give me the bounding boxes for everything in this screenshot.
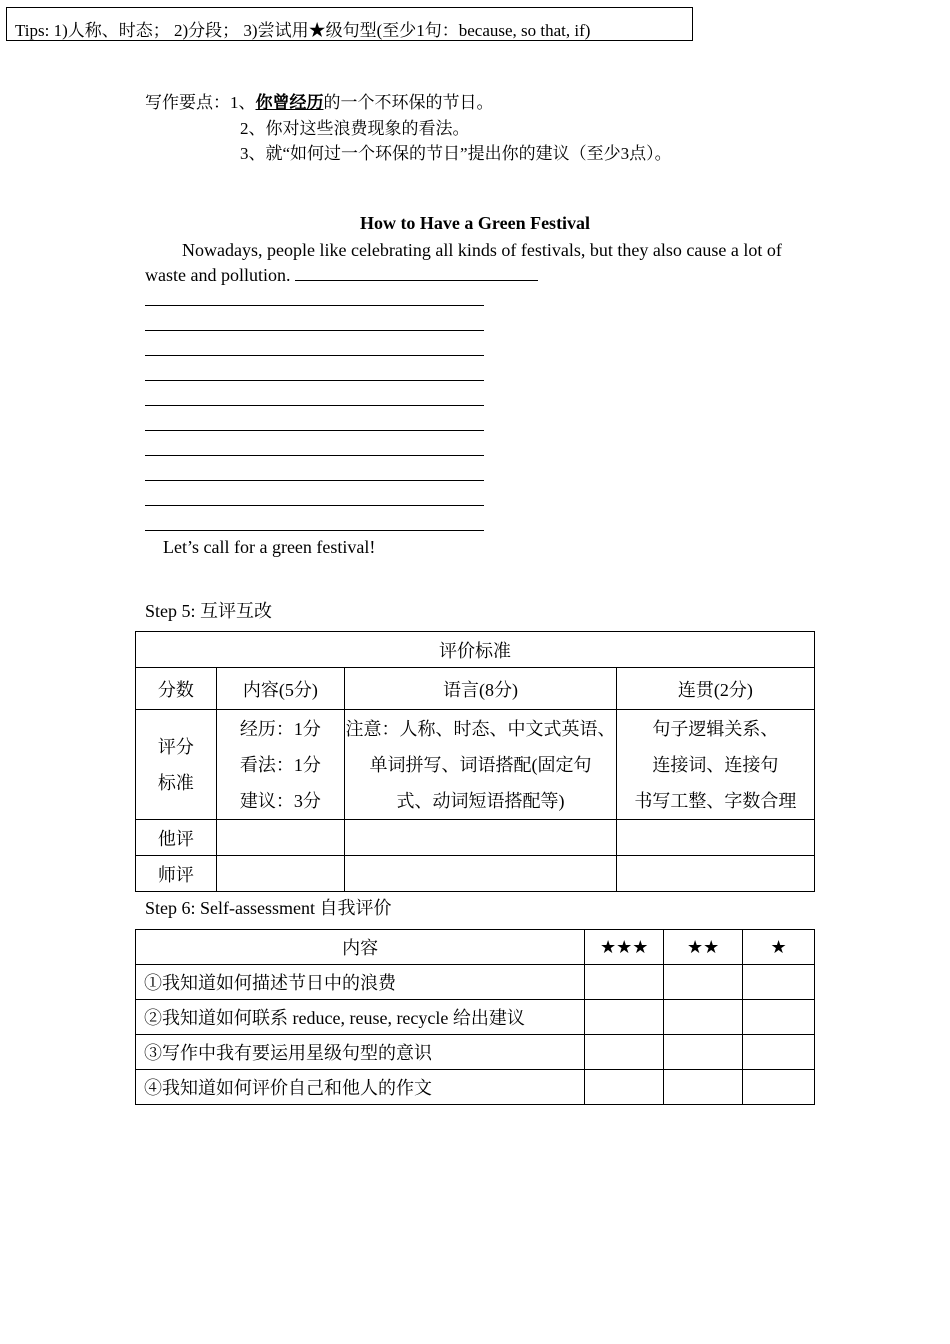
self-item: ④我知道如何评价自己和他人的作文 [136,1070,585,1105]
requirement-1 [145,88,494,113]
essay-opening-paragraph [145,238,810,288]
self-header-three-stars: ★★★ [585,930,664,965]
writing-line[interactable] [145,305,484,306]
language-criteria-line: 单词拼写、词语搭配(固定句 [369,754,592,775]
criteria-label-line: 标准 [157,772,194,793]
self-item: ②我知道如何联系 reduce, reuse, recycle 给出建议 [136,1000,585,1035]
eval-content-criteria [216,710,345,820]
writing-line[interactable] [145,405,484,406]
self-rating-cell[interactable] [664,965,743,1000]
eval-row-teacher-label: 师评 [136,856,217,892]
self-rating-cell[interactable] [743,1035,815,1070]
self-rating-cell[interactable] [743,1070,815,1105]
requirement-1-emphasis: 你曾经历 [255,93,324,112]
content-criteria-line: 建议：3分 [239,790,321,811]
eval-row-peer-label: 他评 [136,820,217,856]
eval-peer-coherence-cell[interactable] [616,820,814,856]
content-criteria-line: 看法：1分 [239,754,321,775]
writing-line[interactable] [145,455,484,456]
essay-closing: Let’s call for a green festival! [163,537,376,557]
eval-peer-content-cell[interactable] [216,820,345,856]
requirement-2: 2、你对这些浪费现象的看法。 [240,119,470,138]
self-rating-cell[interactable] [664,1035,743,1070]
self-rating-cell[interactable] [743,965,815,1000]
self-rating-cell[interactable] [585,965,664,1000]
essay-title: How to Have a Green Festival [359,213,591,233]
language-criteria-line: 注意：人称、时态、中文式英语、 [345,718,616,739]
eval-header-score: 分数 [136,668,217,710]
self-item: ①我知道如何描述节日中的浪费 [136,965,585,1000]
criteria-label-line: 评分 [157,736,194,757]
eval-header-language: 语言(8分) [345,668,617,710]
self-header-two-stars: ★★ [664,930,743,965]
eval-peer-language-cell[interactable] [345,820,617,856]
eval-teacher-language-cell[interactable] [345,856,617,892]
coherence-criteria-line: 连接词、连接句 [652,754,779,775]
eval-teacher-coherence-cell[interactable] [616,856,814,892]
requirement-1-text: 的一个不环保的节日。 [323,93,494,112]
self-rating-cell[interactable] [585,1035,664,1070]
writing-line[interactable] [145,505,484,506]
self-header-content: 内容 [136,930,585,965]
content-criteria-line: 经历：1分 [239,718,321,739]
self-item: ③写作中我有要运用星级句型的意识 [136,1035,585,1070]
eval-header-coherence: 连贯(2分) [616,668,814,710]
eval-criteria-label [136,710,217,820]
eval-table-title: 评价标准 [136,632,815,668]
tips-box [6,7,693,41]
self-rating-cell[interactable] [585,1070,664,1105]
essay-opening-text: Nowadays, people like celebrating all kinds of festivals, but they also cause a lot of waste and pollution. [145,240,782,285]
eval-coherence-criteria [616,710,814,820]
self-header-one-star: ★ [743,930,815,965]
requirement-1-number: 1、 [230,93,256,112]
tips-text: Tips: 1)人称、时态； 2)分段； 3)尝试用★级句型(至少1句：because, so that, if) [15,21,591,40]
self-assessment-table [135,929,815,1105]
eval-header-content: 内容(5分) [216,668,345,710]
requirement-3: 3、就“如何过一个环保的节日”提出你的建议（至少3点）。 [240,144,672,163]
writing-line[interactable] [145,355,484,356]
self-rating-cell[interactable] [664,1070,743,1105]
self-rating-cell[interactable] [585,1000,664,1035]
language-criteria-line: 式、动词短语搭配等) [396,790,565,811]
writing-line[interactable] [145,530,484,531]
requirements-prefix: 写作要点： [145,93,230,112]
self-rating-cell[interactable] [664,1000,743,1035]
eval-language-criteria [345,710,617,820]
writing-line[interactable] [145,330,484,331]
writing-line[interactable] [145,480,484,481]
writing-line[interactable] [145,380,484,381]
step6-heading: Step 6: Self-assessment 自我评价 [145,898,392,918]
step5-heading: Step 5: 互评互改 [145,601,273,621]
self-rating-cell[interactable] [743,1000,815,1035]
coherence-criteria-line: 书写工整、字数合理 [634,790,797,811]
coherence-criteria-line: 句子逻辑关系、 [652,718,779,739]
eval-teacher-content-cell[interactable] [216,856,345,892]
writing-line[interactable] [145,430,484,431]
peer-evaluation-table [135,631,815,892]
writing-blank-inline[interactable] [295,264,538,281]
